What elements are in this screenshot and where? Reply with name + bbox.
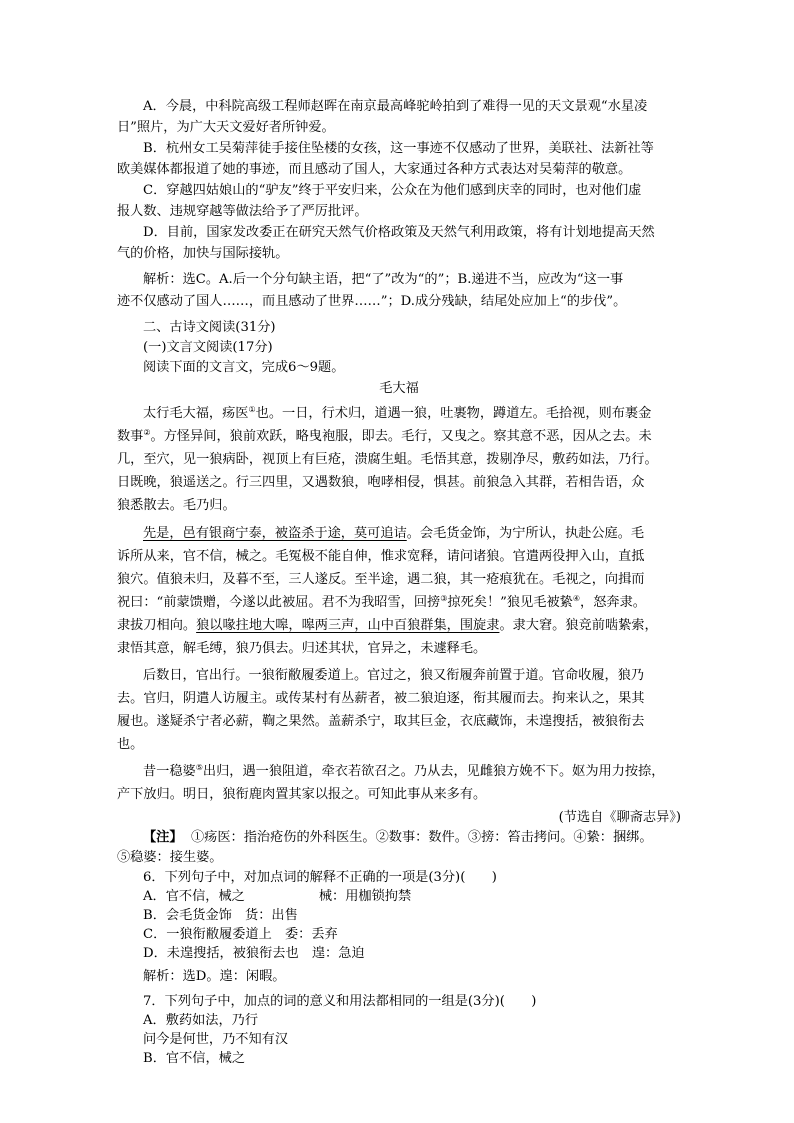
- option-b-line2: 欧美媒体都报道了她的事迹，而且感动了国人，大家通过各种方式表达对吴菊萍的敬意。: [117, 162, 632, 177]
- underlined-sentence: 先是，邑有银商宁泰，被盗杀于途，莫可追诘: [143, 526, 407, 541]
- passage-line: 数事②。方怪异间，狼前欢跃，略曳袍服，即去。毛行，又曳之。察其意不恶，因从之去。未: [117, 428, 652, 444]
- passage-line: 履也。遂疑杀宁者必薪，鞫之果然。盖薪杀宁，取其巨金，衣底藏饰，未遑搜括，被狼衔去: [117, 714, 645, 729]
- answer-line1: 解析：选C。A.后一个分句缺主语，把“了”改为“的”；B.递进不当，应改为“这一事: [143, 272, 624, 287]
- q6-stem: 6．下列句子中，对加点词的解释不正确的一项是(3分)( ): [143, 870, 497, 885]
- option-c-line1: C．穿越四姑娘山的“驴友”终于平安归来，公众在为他们感到庆幸的同时，也对他们虚: [143, 183, 642, 198]
- q7-option-a1: A．敷药如法，乃行: [143, 1013, 259, 1028]
- section-heading: 二、古诗文阅读(31分): [143, 320, 276, 335]
- notes-line1: 【注】 ①疡医：指治疮伤的外科医生。②数事：数件。③搒：笞击拷问。④絷：捆绑。: [143, 830, 653, 845]
- passage-line: 去。官归，阴遣人访履主。或传某村有丛薪者，被二狼迫逐，衔其履而去。拘来认之，果其: [117, 691, 645, 706]
- passage-line: 狼穴。值狼未归，及暮不至，三人遂反。至半途，遇二狼，其一疮痕犹在。毛视之，向揖而: [117, 572, 645, 587]
- passage-line: 日既晚，狼遥送之。行三四里，又遇数狼，咆哮相侵，惧甚。前狼急入其群，若相告语，众: [117, 475, 645, 490]
- option-c-line2: 报人数、违规穿越等做法给予了严厉批评。: [117, 204, 368, 219]
- passage-title: 毛大福: [379, 381, 419, 396]
- passage-line: 隶拔刀相向。狼以喙拄地大嗥，嗥两三声，山中百狼群集，围旋隶。隶大窘。狼竞前啮絷索，: [117, 618, 658, 633]
- passage-source: (节选自《聊斋志异》): [558, 810, 681, 825]
- q6-option-b: B．会毛货金饰 货：出售: [143, 908, 298, 923]
- q6-option-c: C．一狼衔敝履委道上 委：丢弃: [143, 927, 338, 942]
- option-d-line2: 气的价格，加快与国际接轨。: [117, 246, 289, 261]
- passage-line: 也。: [117, 737, 144, 752]
- q7-option-a2: 问今是何世，乃不知有汉: [143, 1032, 289, 1047]
- q6-answer: 解析：选D。遑：闲暇。: [143, 969, 286, 984]
- option-a-line2: 日”照片，为广大天文爱好者所钟爱。: [117, 120, 335, 135]
- passage-line: 狼悉散去。毛乃归。: [117, 498, 236, 513]
- passage-line: 昔一稳婆⑤出归，遇一狼阻道，牵衣若欲召之。乃从去，见雌狼方娩不下。妪为用力按捺，: [143, 763, 665, 779]
- q7-stem: 7．下列句子中，加点的词的意义和用法都相同的一组是(3分)( ): [143, 994, 537, 1009]
- passage-line: 隶悟其意，解毛缚，狼乃俱去。归述其状，官异之，未遽释毛。: [117, 641, 487, 656]
- option-d-line1: D．目前，国家发改委正在研究天然气价格政策及天然气利用政策，将有计划地提高天然: [143, 225, 655, 240]
- answer-line2: 迹不仅感动了国人……，而且感动了世界……”；D.成分残缺，结尾处应加上“的步伐”。: [117, 294, 627, 309]
- q6-option-a: A．官不信，械之 械：用枷锁拘禁: [143, 889, 412, 904]
- underlined-sentence: 狼以喙拄地大嗥，嗥两三声，山中百狼群集，围旋隶: [196, 618, 500, 633]
- instructions: 阅读下面的文言文，完成6～9题。: [143, 360, 345, 375]
- subsection-heading: (一)文言文阅读(17分): [143, 340, 273, 355]
- passage-line: 诉所从来，官不信，械之。毛冤极不能自伸，惟求宽释，请问诸狼。官遣两役押入山，直抵: [117, 549, 645, 564]
- q6-option-d: D．未遑搜括，被狼衔去也 遑：急迫: [143, 946, 365, 961]
- q7-option-b1: B．官不信，械之: [143, 1051, 246, 1066]
- passage-line: 几，至穴，见一狼病卧，视顶上有巨疮，溃腐生蛆。毛悟其意，拨剔净尽，敷药如法，乃行。: [117, 452, 658, 467]
- passage-line: 后数日，官出行。一狼衔敝履委道上。官过之，狼又衔履奔前置于道。官命收履，狼乃: [143, 668, 645, 683]
- option-b-line1: B．杭州女工吴菊萍徒手接住坠楼的女孩，这一事迹不仅感动了世界，美联社、法新社等: [143, 141, 654, 156]
- notes-label: 【注】: [143, 830, 183, 845]
- passage-line: 先是，邑有银商宁泰，被盗杀于途，莫可追诘。会毛货金饰，为宁所认，执赴公庭。毛: [143, 526, 645, 541]
- passage-line: 产下放归。明日，狼衔鹿肉置其家以报之。可知此事从来多有。: [117, 787, 487, 802]
- passage-line: 祝曰：“前蒙馈赠，今遂以此被屈。君不为我昭雪，回搒③掠死矣！”狼见毛被絷④，怒奔隶。: [117, 594, 646, 610]
- passage-line: 太行毛大福，疡医①也。一日，行术归，道遇一狼，吐裹物，蹲道左。毛拾视，则布裹金: [143, 405, 652, 421]
- option-a-line1: A．今晨，中科院高级工程师赵晖在南京最高峰驼岭拍到了难得一见的天文景观“水星凌: [143, 99, 648, 114]
- notes-line2: ⑤稳婆：接生婆。: [117, 850, 223, 865]
